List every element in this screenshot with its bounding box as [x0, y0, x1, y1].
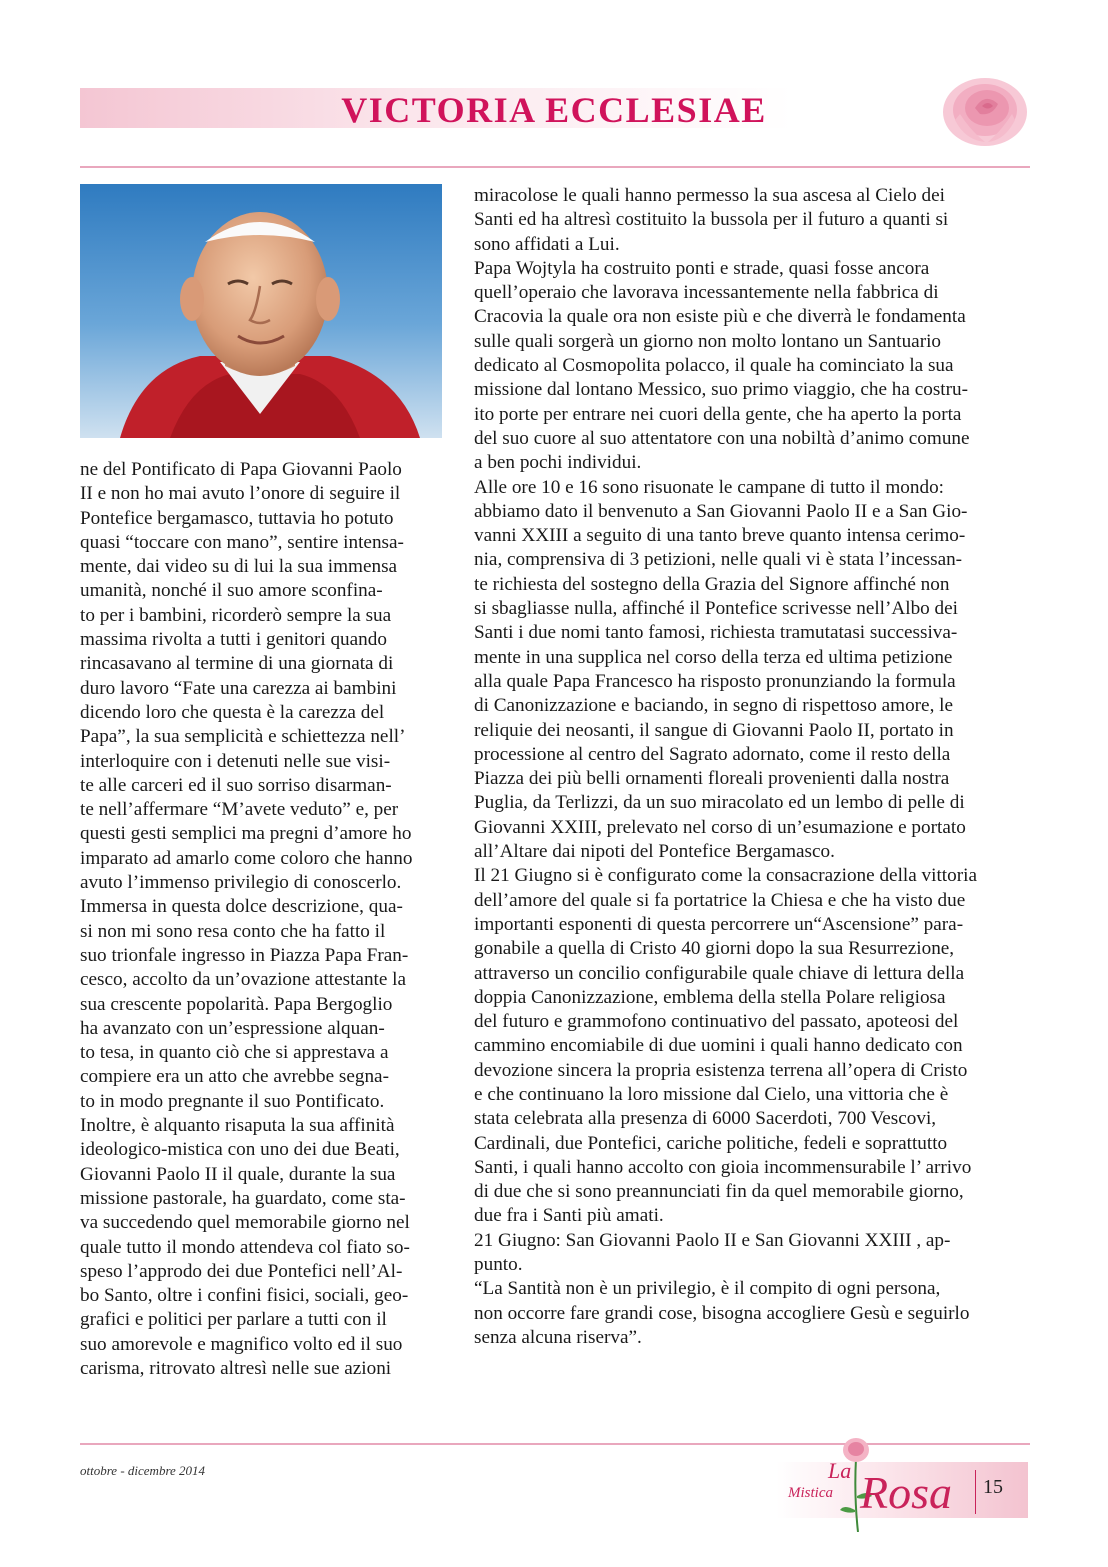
text-line: Puglia, da Terlizzi, da un suo miracolato ed un lembo di pelle di	[474, 792, 965, 814]
text-line: stata celebrata alla presenza di 6000 Sacerdoti, 700 Vescovi,	[474, 1108, 937, 1130]
text-line: non occorre fare grandi cose, bisogna accogliere Gesù e seguirlo	[474, 1302, 970, 1324]
text-line: Santi, i quali hanno accolto con gioia incommensurabile l’ arrivo	[474, 1156, 972, 1178]
left-column-text	[80, 458, 448, 1381]
text-line: duro lavoro “Fate una carezza ai bambini	[80, 677, 397, 699]
text-line: senza alcuna riserva”.	[474, 1326, 642, 1348]
text-line: missione pastorale, ha guardato, come sta-	[80, 1187, 406, 1209]
text-line: cammino encomiabile di due uomini i quali hanno dedicato con	[474, 1035, 963, 1057]
text-line: dicendo loro che questa è la carezza del	[80, 701, 385, 723]
text-line: suo amorevole e magnifico volto ed il suo	[80, 1333, 403, 1355]
text-line: alla quale Papa Francesco ha risposto pronunziando la formula	[474, 670, 956, 692]
text-line: carisma, ritrovato altresì nelle sue azioni	[80, 1357, 392, 1379]
text-line: va succedendo quel memorabile giorno nel	[80, 1212, 410, 1234]
text-line: compiere era un atto che avrebbe segna-	[80, 1066, 389, 1088]
text-line: Cracovia la quale ora non esiste più e che diverrà le fondamenta	[474, 306, 966, 328]
text-line: avuto l’immenso privilegio di conoscerlo.	[80, 872, 402, 894]
text-line: quasi “toccare con mano”, sentire intensa-	[80, 531, 404, 553]
text-line: sulle quali sorgerà un giorno non molto lontano un Santuario	[474, 330, 942, 352]
text-line: Il 21 Giugno si è configurato come la consacrazione della vittoria	[474, 865, 977, 887]
footer-rule	[80, 1443, 1030, 1445]
text-line: di due che si sono preannunciati fin da quel memorabile giorno,	[474, 1181, 964, 1203]
issue-date: ottobre - dicembre 2014	[80, 1463, 206, 1478]
text-line: dedicato al Cosmopolita polacco, il quale ha cominciato la sua	[474, 355, 954, 377]
text-line: importanti esponenti di questa percorrere un“Ascensione” para-	[474, 913, 964, 935]
text-line: si sbagliasse nulla, affinché il Pontefice scrivesse nell’Albo dei	[474, 598, 958, 620]
text-line: abbiamo dato il benvenuto a San Giovanni Paolo II e a San Gio-	[474, 500, 968, 522]
text-line: e che continuano la loro missione dal Cielo, una vittoria che è	[474, 1083, 949, 1105]
text-line: Papa”, la sua semplicità e schiettezza nell’	[80, 726, 406, 748]
text-line: “La Santità non è un privilegio, è il compito di ogni persona,	[474, 1278, 941, 1300]
header-rule	[80, 166, 1030, 168]
rose-icon	[940, 70, 1030, 150]
text-line: questi gesti semplici ma pregni d’amore ho	[80, 823, 412, 845]
text-line: Immersa in questa dolce descrizione, qua-	[80, 896, 403, 918]
text-line: miracolose le quali hanno permesso la sua ascesa al Cielo dei	[474, 185, 946, 206]
text-line: to tesa, in quanto ciò che si apprestava a	[80, 1042, 389, 1064]
text-line: punto.	[474, 1254, 523, 1276]
page-number: 15	[983, 1476, 1003, 1498]
text-line: ha avanzato con un’espressione alquan-	[80, 1017, 385, 1039]
text-line: bo Santo, oltre i confini fisici, sociali, geo-	[80, 1285, 409, 1307]
text-line: devozione sincera la propria esistenza terrena all’opera di Cristo	[474, 1059, 968, 1081]
text-line: reliquie dei neosanti, il sangue di Giovanni Paolo II, portato in	[474, 719, 954, 741]
text-line: processione al centro del Sagrato adornato, come il resto della	[474, 743, 951, 765]
text-line: te alle carceri ed il suo sorriso disarman-	[80, 774, 392, 796]
text-line: Cardinali, due Pontefici, cariche politiche, fedeli e soprattutto	[474, 1132, 948, 1154]
text-line: dell’amore del quale si fa portatrice la Chiesa e che ha visto due	[474, 889, 966, 911]
text-line: mente in una supplica nel corso della terza ed ultima petizione	[474, 646, 953, 668]
text-line: nia, comprensiva di 3 petizioni, nelle quali vi è stata l’incessan-	[474, 549, 963, 571]
text-line: del suo cuore al suo attentatore con una nobiltà d’animo comune	[474, 427, 970, 449]
text-line: massima rivolta a tutti i genitori quando	[80, 629, 387, 651]
logo-mistica: Mistica	[788, 1485, 833, 1501]
text-line: ito porte per entrare nei cuori della gente, che ha aperto la porta	[474, 403, 962, 425]
text-line: si non mi sono resa conto che ha fatto il	[80, 920, 386, 942]
text-line: II e non ho mai avuto l’onore di seguire il	[80, 483, 401, 505]
right-column-text	[474, 184, 1030, 1350]
text-line: del futuro e grammofono continuativo del passato, apoteosi del	[474, 1011, 959, 1033]
text-line: Giovanni XXIII, prelevato nel corso di un’esumazione e portato	[474, 816, 966, 838]
text-line: grafici e politici per parlare a tutti con il	[80, 1309, 387, 1331]
text-line: ideologico-mistica con uno dei due Beati,	[80, 1139, 400, 1161]
text-line: di Canonizzazione e baciando, in segno di rispettoso amore, le	[474, 695, 954, 717]
text-line: Giovanni Paolo II il quale, durante la sua	[80, 1163, 396, 1185]
text-line: Piazza dei più belli ornamenti floreali provenienti dalla nostra	[474, 768, 950, 790]
text-line: to in modo pregnante il suo Pontificato.	[80, 1090, 385, 1112]
text-line: quell’operaio che lavorava incessantemente nella fabbrica di	[474, 282, 939, 304]
text-line: Santi i due nomi tanto famosi, richiesta tramutatasi successiva-	[474, 622, 958, 644]
text-line: vanni XXIII a seguito di una tanto breve quanto intensa cerimo-	[474, 525, 966, 547]
text-line: missione dal lontano Messico, suo primo viaggio, che ha costru-	[474, 379, 968, 401]
text-line: imparato ad amarlo come coloro che hanno	[80, 847, 413, 869]
logo-la: La	[828, 1458, 852, 1483]
text-line: doppia Canonizzazione, emblema della stella Polare religiosa	[474, 986, 946, 1008]
text-line: Papa Wojtyla ha costruito ponti e strade, quasi fosse ancora	[474, 257, 930, 279]
text-line: Inoltre, è alquanto risaputa la sua affinità	[80, 1115, 395, 1137]
text-line: due fra i Santi più amati.	[474, 1205, 664, 1227]
text-line: te richiesta del sostegno della Grazia del Signore affinché non	[474, 573, 950, 595]
text-line: a ben pochi individui.	[474, 452, 642, 474]
page-title: VICTORIA ECCLESIAE	[341, 90, 767, 130]
text-line: Alle ore 10 e 16 sono risuonate le campane di tutto il mondo:	[474, 476, 944, 498]
text-line: interloquire con i detenuti nelle sue visi-	[80, 750, 391, 772]
text-line: te nell’affermare “M’avete veduto” e, per	[80, 799, 399, 821]
logo-divider	[975, 1470, 976, 1514]
text-line: sua crescente popolarità. Papa Bergoglio	[80, 993, 393, 1015]
text-line: umanità, nonché il suo amore sconfina-	[80, 580, 383, 602]
text-line: Pontefice bergamasco, tuttavia ho potuto	[80, 507, 394, 529]
text-line: Santi ed ha altresì costituito la bussola per il futuro a quanti si	[474, 209, 949, 231]
portrait-photo	[80, 184, 442, 438]
text-line: mente, dai video su di lui la sua immensa	[80, 556, 398, 578]
text-line: gonabile a quella di Cristo 40 giorni dopo la sua Resurrezione,	[474, 938, 955, 960]
text-line: quale tutto il mondo attendeva col fiato so-	[80, 1236, 410, 1258]
logo-rosa: Rosa	[860, 1467, 952, 1518]
text-line: to per i bambini, ricorderò sempre la sua	[80, 604, 392, 626]
text-line: all’Altare dai nipoti del Pontefice Bergamasco.	[474, 841, 835, 863]
text-line: cesco, accolto da un’ovazione attestante la	[80, 969, 407, 991]
text-line: 21 Giugno: San Giovanni Paolo II e San Giovanni XXIII , ap-	[474, 1229, 951, 1251]
text-line: ne del Pontificato di Papa Giovanni Paolo	[80, 459, 402, 480]
text-line: rincasavano al termine di una giornata di	[80, 653, 394, 675]
text-line: suo trionfale ingresso in Piazza Papa Fran-	[80, 944, 409, 966]
text-line: attraverso un concilio configurabile quale chiave di lettura della	[474, 962, 965, 984]
text-line: sono affidati a Lui.	[474, 233, 620, 255]
text-line: speso l’approdo dei due Pontefici nell’Al-	[80, 1260, 403, 1282]
